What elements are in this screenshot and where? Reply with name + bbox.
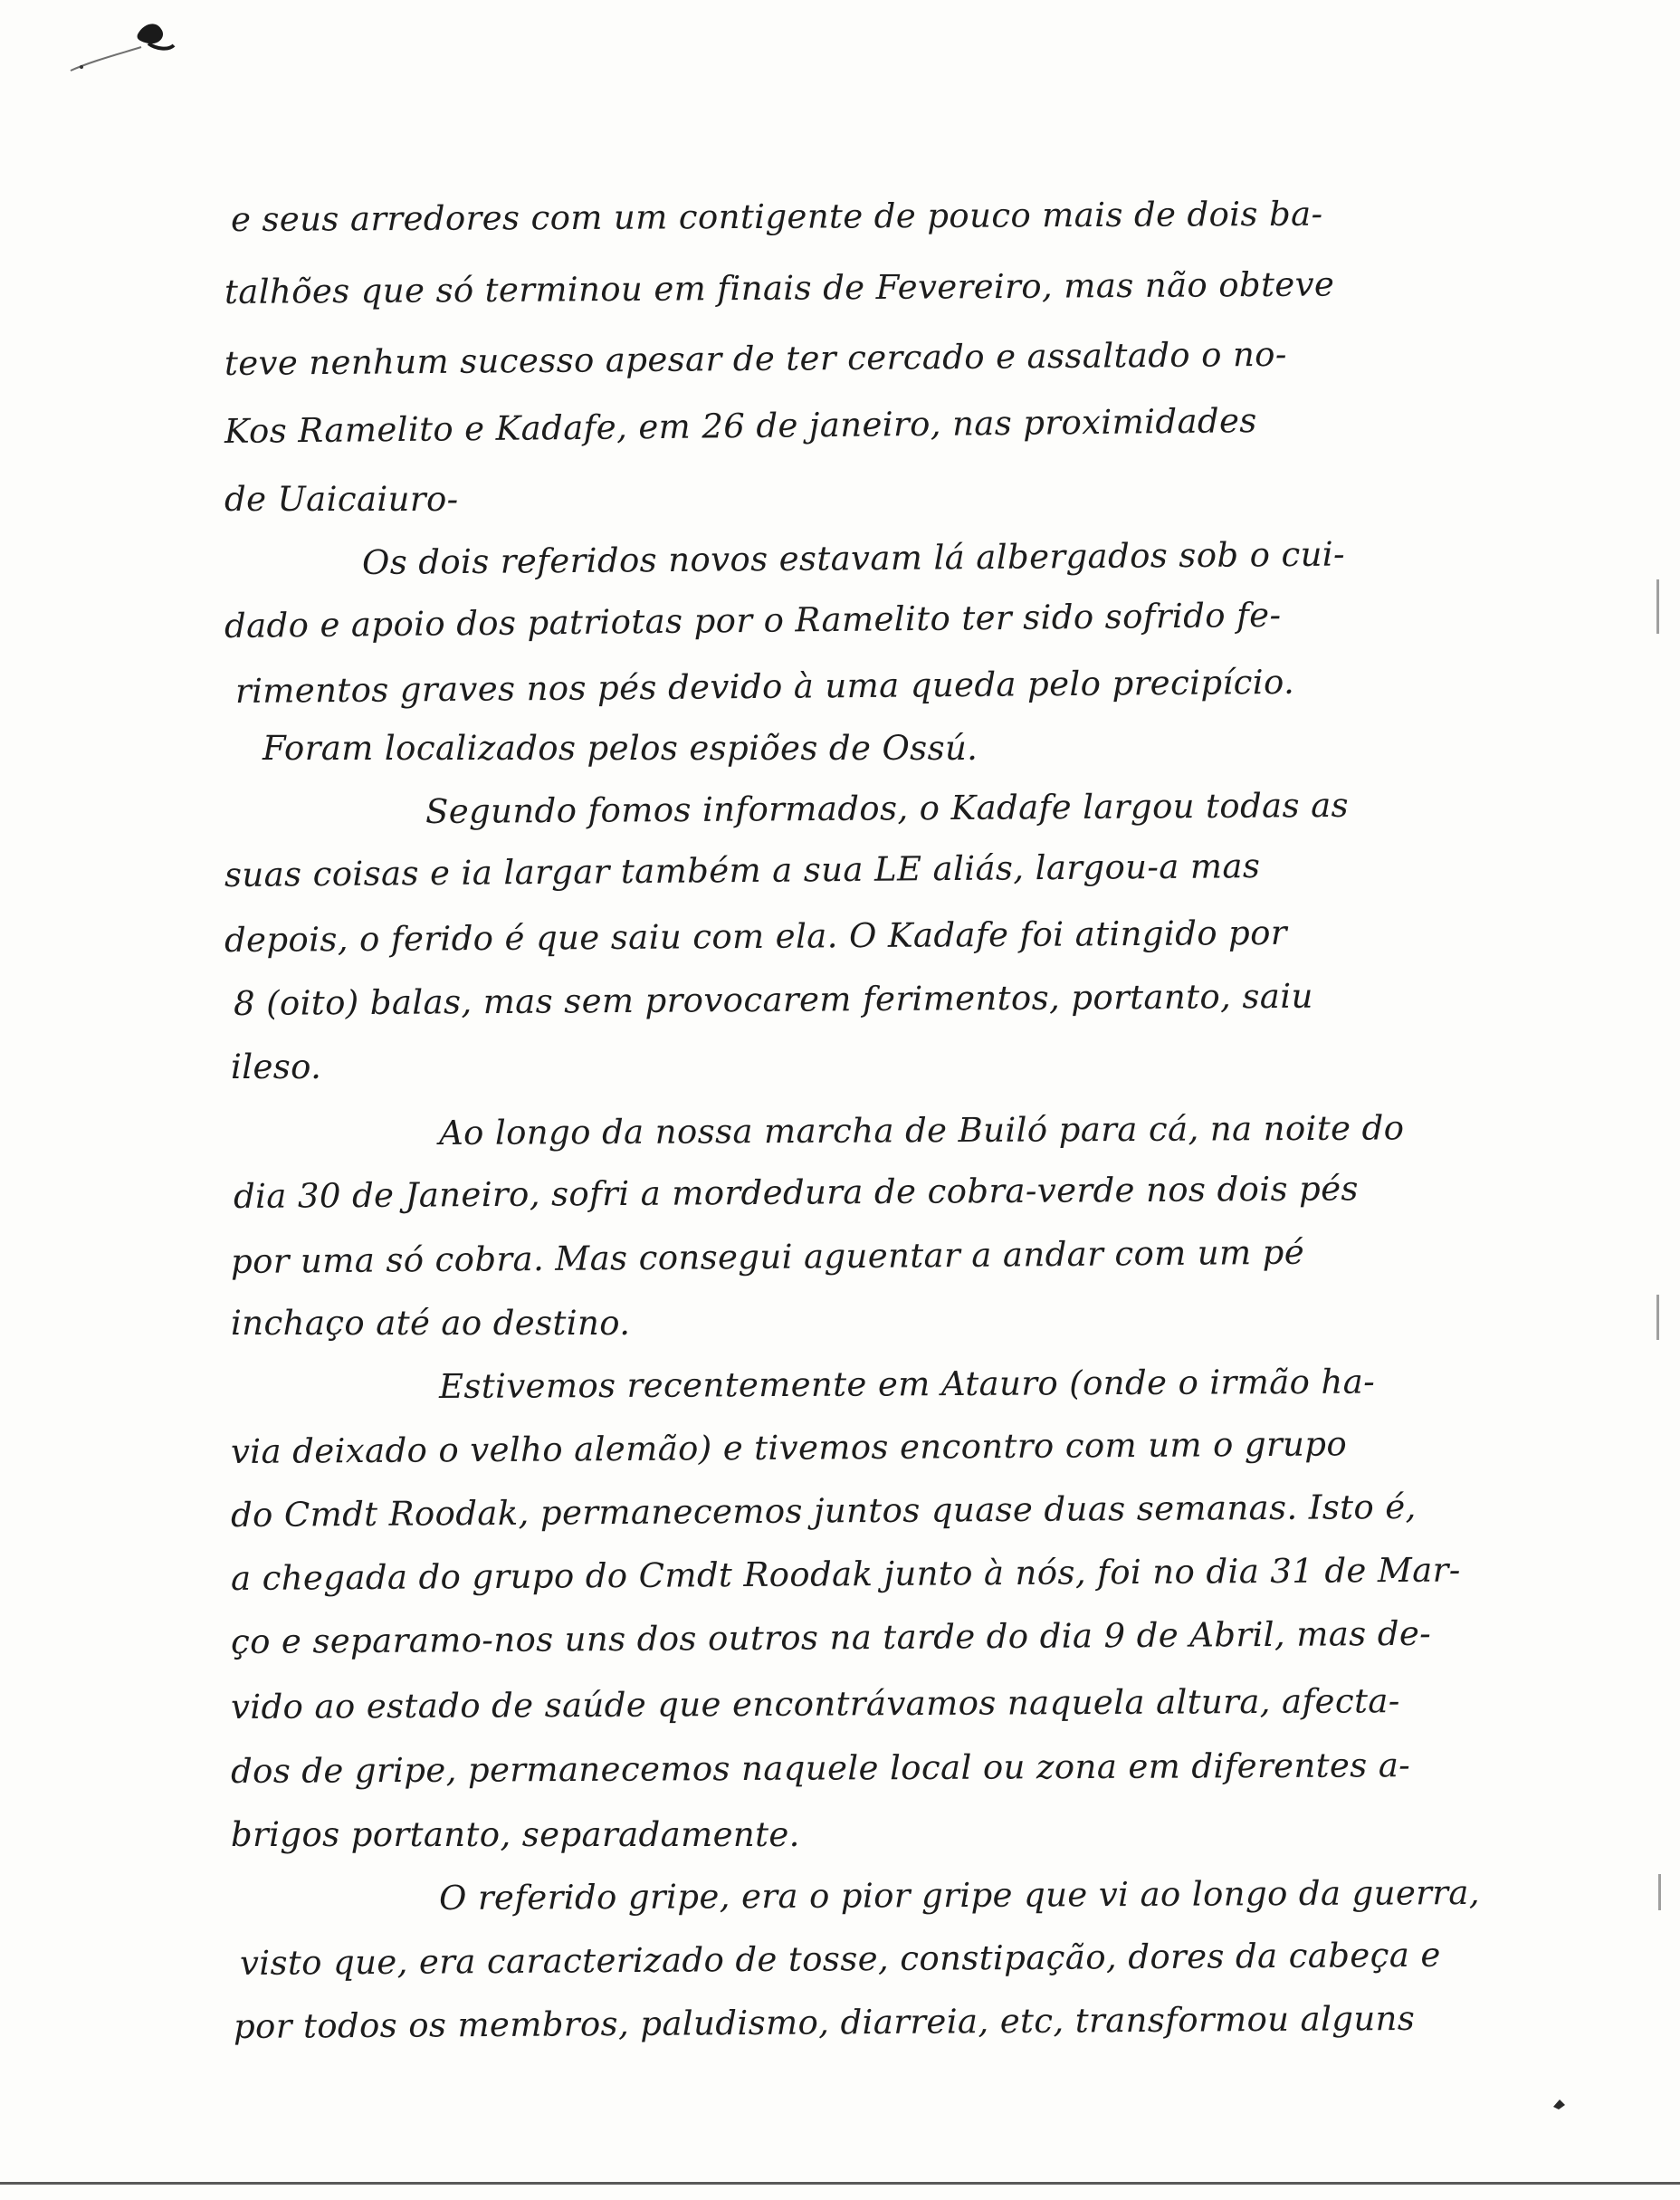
- manuscript-line: Estivemos recentemente em Atauro (onde o irmão ha-: [438, 1362, 1376, 1406]
- manuscript-line: Ao longo da nossa marcha de Builó para cá, na noite do: [438, 1108, 1405, 1153]
- manuscript-line: visto que, era caracterizado de tosse, constipação, dores da cabeça e: [239, 1935, 1441, 1983]
- manuscript-line: Os dois referidos novos estavam lá albergados sob o cui-: [361, 534, 1346, 582]
- margin-mark: [1656, 579, 1659, 634]
- margin-mark: [1658, 1874, 1661, 1910]
- manuscript-line: Foram localizados pelos espiões de Ossú.: [262, 729, 978, 768]
- manuscript-line: do Cmdt Roodak, permanecemos juntos quase duas semanas. Isto é,: [230, 1487, 1417, 1535]
- manuscript-line: de Uaicaiuro-: [224, 480, 459, 519]
- manuscript-line: ço e separamo-nos uns dos outros na tarde do dia 9 de Abril, mas de-: [230, 1613, 1432, 1661]
- manuscript-line: e seus arredores com um contigente de pouco mais de dois ba-: [230, 194, 1323, 239]
- manuscript-line: 8 (oito) balas, mas sem provocarem ferimentos, portanto, saiu: [233, 976, 1313, 1023]
- manuscript-line: dia 30 de Janeiro, sofri a mordedura de cobra-verde nos dois pés: [233, 1169, 1359, 1216]
- manuscript-line: por todos os membros, paludismo, diarreia, etc, transformou alguns: [233, 1998, 1416, 2046]
- manuscript-line: dado e apoio dos patriotas por o Ramelito ter sido sofrido fe-: [224, 595, 1282, 646]
- manuscript-line: Kos Ramelito e Kadafe, em 26 de janeiro, nas proximidades: [224, 401, 1257, 451]
- manuscript-line: ileso.: [231, 1047, 322, 1086]
- manuscript-line: depois, o ferido é que saiu com ela. O Kadafe foi atingido por: [224, 913, 1288, 960]
- manuscript-line: vido ao estado de saúde que encontrávamos naquela altura, afecta-: [230, 1681, 1400, 1727]
- ink-dot-mark: [1551, 2096, 1569, 2112]
- manuscript-line: Segundo fomos informados, o Kadafe largou todas as: [425, 785, 1350, 831]
- manuscript-line: suas coisas e ia largar também a sua LE aliás, largou-a mas: [224, 847, 1261, 894]
- manuscript-line: via deixado o velho alemão) e tivemos encontro com um o grupo: [230, 1424, 1348, 1471]
- manuscript-line: dos de gripe, permanecemos naquele local ou zona em diferentes a-: [230, 1746, 1411, 1791]
- manuscript-line: teve nenhum sucesso apesar de ter cercado e assaltado o no-: [224, 334, 1287, 383]
- manuscript-line: O referido gripe, era o pior gripe que vi ao longo da guerra,: [438, 1872, 1481, 1918]
- margin-mark: [1656, 1295, 1659, 1340]
- manuscript-line: talhões que só terminou em finais de Fevereiro, mas não obteve: [224, 264, 1335, 311]
- manuscript-line: brigos portanto, separadamente.: [231, 1815, 800, 1854]
- manuscript-line: por uma só cobra. Mas consegui aguentar a andar com um pé: [230, 1232, 1305, 1281]
- scan-bottom-edge: [0, 2182, 1680, 2185]
- manuscript-line: inchaço até ao destino.: [231, 1304, 631, 1343]
- manuscript-line: a chegada do grupo do Cmdt Roodak junto à nós, foi no dia 31 de Mar-: [230, 1550, 1461, 1598]
- manuscript-line: rimentos graves nos pés devido à uma queda pelo precipício.: [234, 662, 1295, 711]
